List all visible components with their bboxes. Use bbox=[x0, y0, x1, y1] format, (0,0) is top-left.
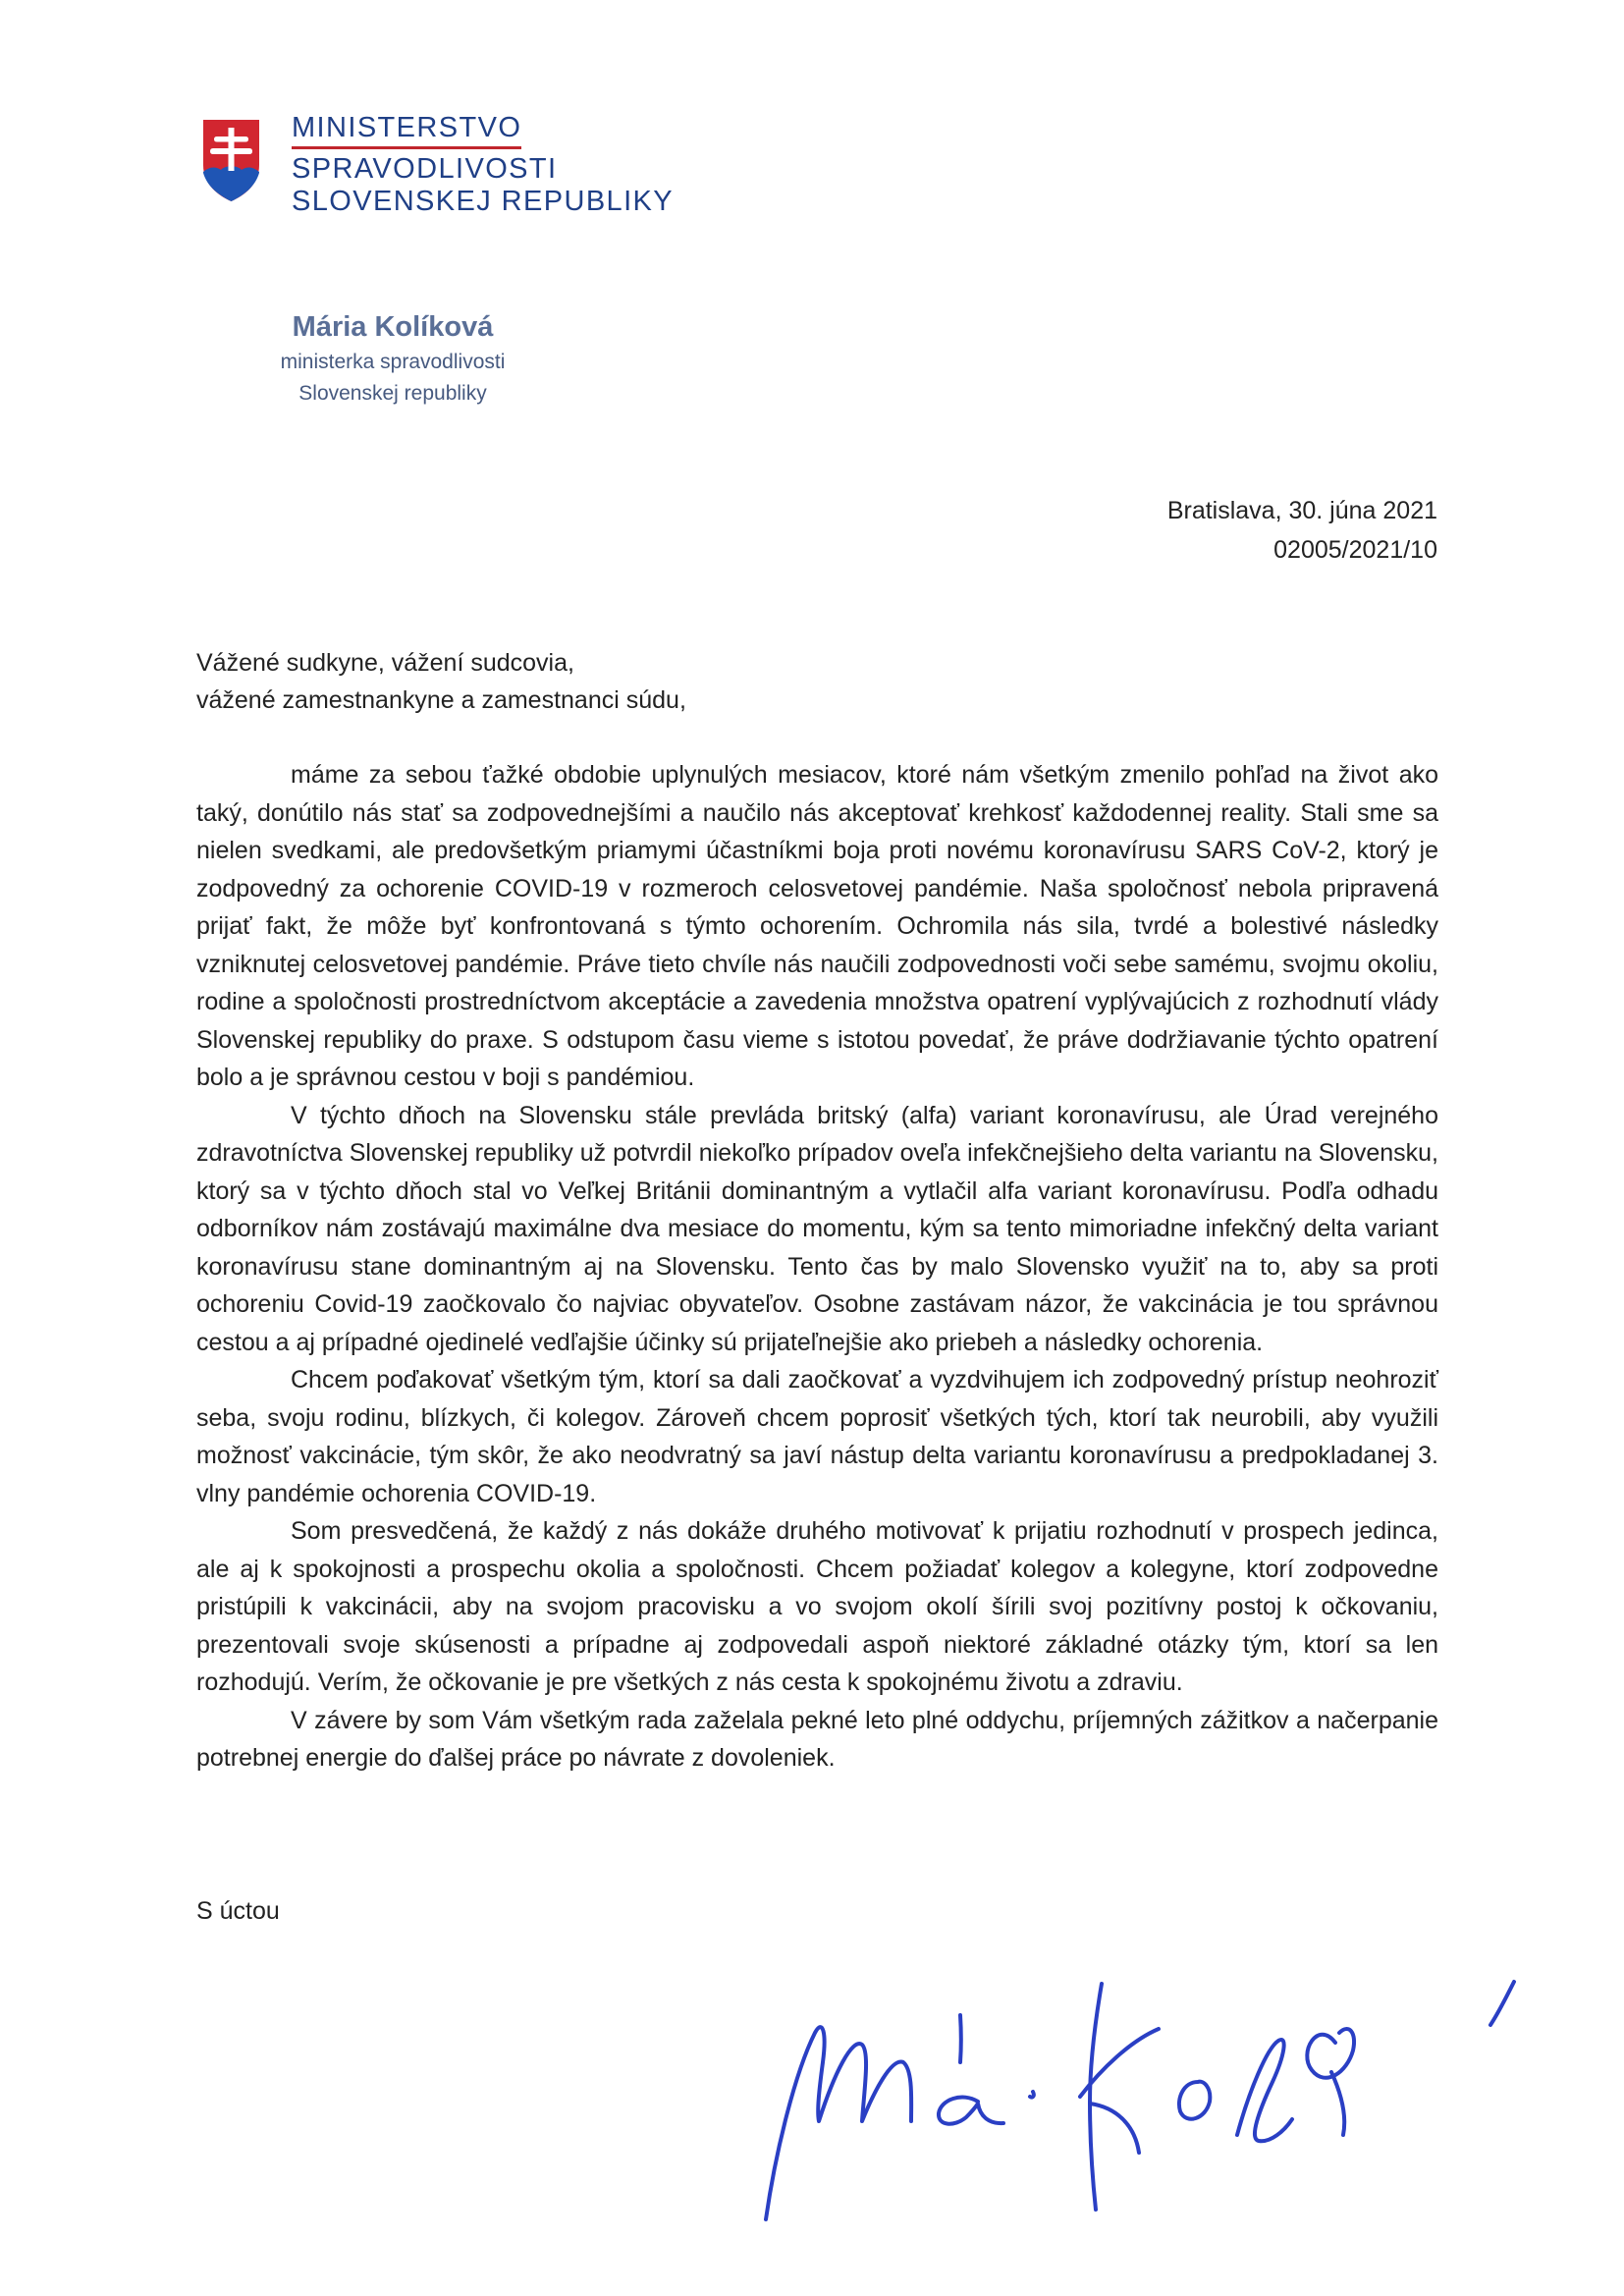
paragraph: máme za sebou ťažké obdobie uplynulých mesiacov, ktoré nám všetkým zmenilo pohľad na život ako taký, donútilo nás stať sa zodpovednejšími a naučilo nás akceptovať krehkosť každodennej reality. Stali sme sa nielen svedkami, ale predovšetkým priamymi účastníkmi boja proti novému koronavírusu SARS CoV-2, ktorý je zodpovedný za ochorenie COVID-19 v rozmeroch celosvetovej pandémie. Naša spoločnosť nebola pripravená prijať fakt, že môže byť konfrontovaná s týmto ochorením. Ochromila nás sila, tvrdé a bolestivé následky vzniknutej celosvetovej pandémie. Práve tieto chvíle nás naučili zodpovednosti voči sebe samému, svojmu okoliu, rodine a spoločnosti prostredníctvom akceptácie a zavedenia množstva opatrení vyplývajúcich z rozhodnutí vlády Slovenskej republiky do praxe. S odstupom času vieme s istotou povedať, že práve dodržiavanie týchto opatrení bolo a je správnou cestou v boji s pandémiou. bbox=[196, 761, 1438, 1091]
closing-text: S úctou bbox=[196, 1897, 280, 1925]
sender-block bbox=[196, 307, 589, 410]
ministry-name bbox=[292, 112, 674, 218]
ministry-line-2: SPRAVODLIVOSTI bbox=[292, 153, 558, 185]
salutation bbox=[196, 644, 686, 719]
paragraph: V týchto dňoch na Slovensku stále prevláda britský (alfa) variant koronavírusu, ale Úrad verejného zdravotníctva Slovenskej republiky už potvrdil niekoľko prípadov oveľa infekčnejšieho delta variantu na Slovensku, ktorý sa v týchto dňoch stal vo Veľkej Británii dominantným a vytlačil alfa variant koronavírusu. Podľa odhadu odborníkov nám zostávajú maximálne dva mesiace do momentu, kým sa tento mimoriadne infekčný delta variant koronavírusu stane dominantným aj na Slovensku. Tento čas by malo Slovensko využiť na to, aby sa proti ochoreniu Covid-19 zaočkovalo čo najviac obyvateľov. Osobne zastávam názor, že vakcinácia je tou správnou cestou a aj prípadné ojedinelé vedľajšie účinky sú prijateľnejšie ako priebeh a následky ochorenia. bbox=[196, 1101, 1438, 1356]
paragraph: V závere by som Vám všetkým rada zaželala pekné leto plné oddychu, príjemných zážitkov a načerpanie potrebnej energie do ďalšej práce po návrate z dovoleniek. bbox=[196, 1706, 1438, 1772]
letterhead bbox=[199, 112, 710, 230]
salutation-line-1: Vážené sudkyne, vážení sudcovia, bbox=[196, 649, 574, 677]
date-block bbox=[1167, 491, 1437, 570]
reference-number: 02005/2021/10 bbox=[1273, 536, 1437, 564]
sender-role-line-2: Slovenskej republiky bbox=[298, 382, 487, 405]
sender-name: Mária Kolíková bbox=[292, 311, 494, 343]
sender-role-line-1: ministerka spravodlivosti bbox=[280, 351, 506, 373]
handwritten-signature-icon bbox=[746, 1925, 1532, 2249]
paragraph: Chcem poďakovať všetkým tým, ktorí sa dali zaočkovať a vyzdvihujem ich zodpovedný prístup neohroziť seba, svoju rodinu, blízkych, či kolegov. Zároveň chcem poprosiť všetkých tých, ktorí tak neurobili, aby využili možnosť vakcinácie, tým skôr, že ako neodvratný sa javí nástup delta variantu koronavírusu a predpokladanej 3. vlny pandémie ochorenia COVID-19. bbox=[196, 1366, 1438, 1507]
slovak-coat-of-arms-icon bbox=[199, 118, 263, 202]
place-date: Bratislava, 30. júna 2021 bbox=[1166, 497, 1437, 524]
paragraph: Som presvedčená, že každý z nás dokáže druhého motivovať k prijatiu rozhodnutí v prospech jedinca, ale aj k spokojnosti a prospechu okolia a spoločnosti. Chcem požiadať kolegov a kolegyne, ktorí zodpovedne pristúpili k vakcinácii, aby na svojom pracovisku a vo svojom okolí šírili svoj pozitívny postoj k očkovaniu, prezentovali svoje skúsenosti a prípadne aj zodpovedali aspoň niektoré základné otázky tým, ktorí sa len rozhodujú. Verím, že očkovanie je pre všetkých z nás cesta k spokojnému životu a zdraviu. bbox=[196, 1517, 1438, 1696]
ministry-line-1: MINISTERSTVO bbox=[292, 112, 521, 149]
ministry-line-3: SLOVENSKEJ REPUBLIKY bbox=[292, 186, 675, 217]
letter-body bbox=[196, 756, 1438, 1777]
salutation-line-2: vážené zamestnankyne a zamestnanci súdu, bbox=[196, 686, 686, 714]
